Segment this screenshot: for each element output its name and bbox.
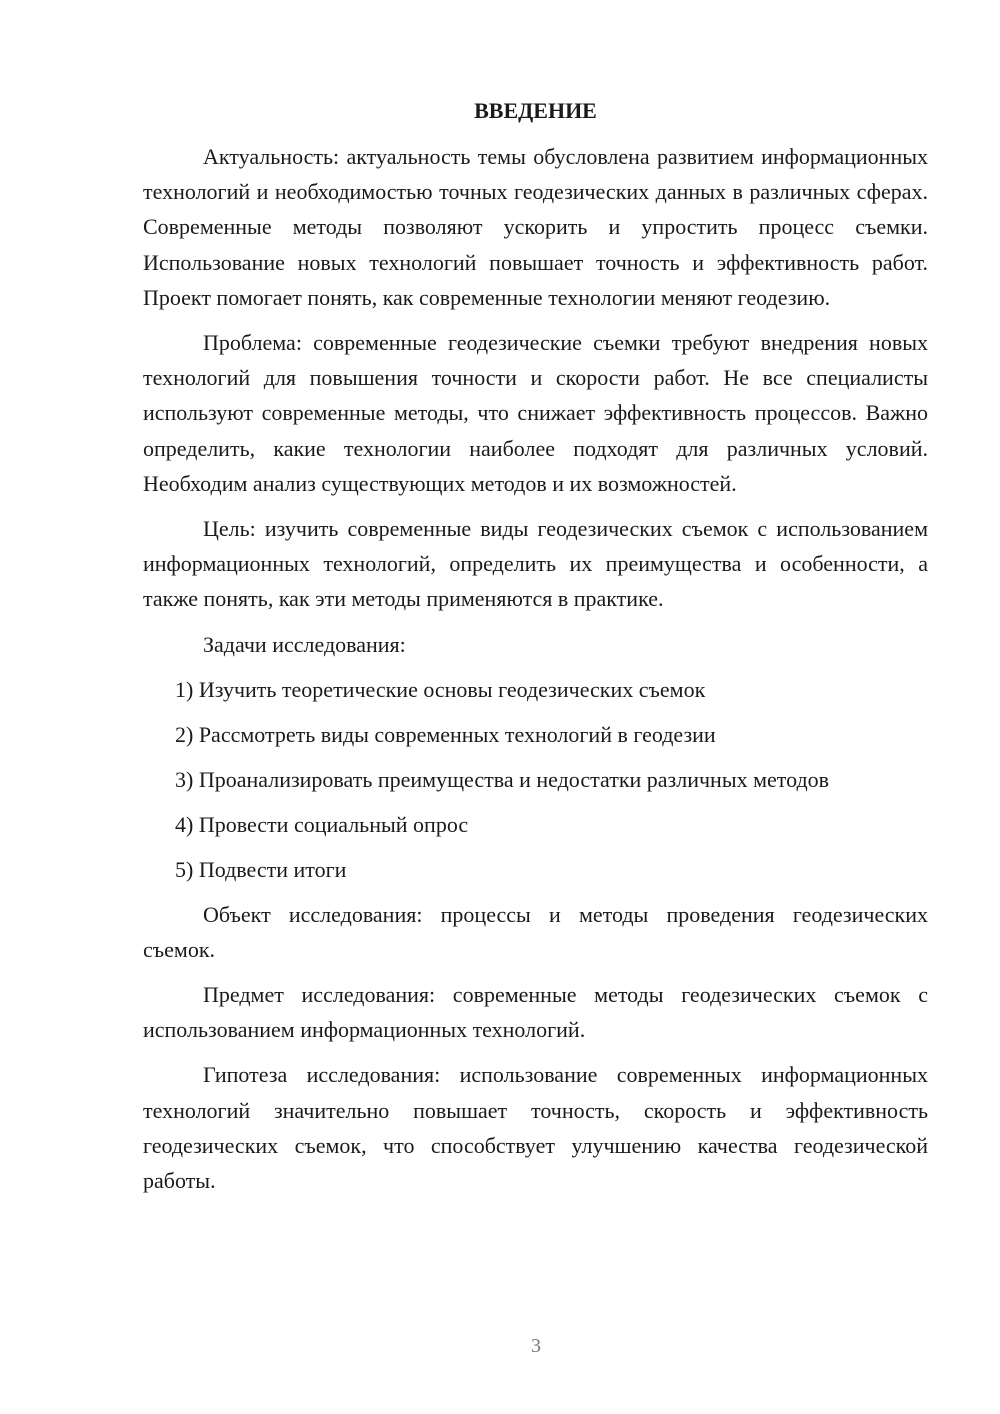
paragraph-hypothesis: Гипотеза исследования: использование современных информационных технологий значительно повышает точность, скорость и эффективность геодезических съемок, что способствует улучшению качества геодезической работы.: [143, 1062, 928, 1194]
tasks-list: [143, 672, 928, 887]
paragraph-subject: Предмет исследования: современные методы геодезических съемок с использованием информационных технологий.: [143, 982, 928, 1043]
list-item: 2) Рассмотреть виды современных технологий в геодезии: [175, 721, 716, 747]
paragraph-problem: Проблема: современные геодезические съемки требуют внедрения новых технологий для повышения точности и скорости работ. Не все специалисты используют современные методы, что снижает эффективность процессов. Важно определить, какие технологии наиболее подходят для различных условий. Необходим анализ существующих методов и их возможностей.: [143, 330, 928, 496]
page-number: 3: [531, 1335, 541, 1357]
paragraph-relevance: Актуальность: актуальность темы обусловлена развитием информационных технологий и необходимостью точных геодезических данных в различных сферах. Современные методы позволяют ускорить и упростить процесс съемки. Использование новых технологий повышает точность и эффективность работ. Проект помогает понять, как современные технологии меняют геодезию.: [143, 144, 928, 310]
list-item: 3) Проанализировать преимущества и недостатки различных методов: [175, 766, 830, 792]
page-content: [143, 95, 928, 1208]
section-title: ВВЕДЕНИЕ: [474, 98, 597, 123]
list-item: 1) Изучить теоретические основы геодезических съемок: [175, 676, 706, 702]
paragraph-goal: Цель: изучить современные виды геодезических съемок с использованием информационных технологий, определить их преимущества и особенности, а также понять, как эти методы применяются в практике.: [143, 516, 928, 612]
list-item: 4) Провести социальный опрос: [175, 811, 469, 837]
paragraph-object: Объект исследования: процессы и методы проведения геодезических съемок.: [143, 901, 928, 962]
list-item: 5) Подвести итоги: [175, 856, 347, 882]
tasks-heading: Задачи исследования:: [203, 631, 406, 657]
